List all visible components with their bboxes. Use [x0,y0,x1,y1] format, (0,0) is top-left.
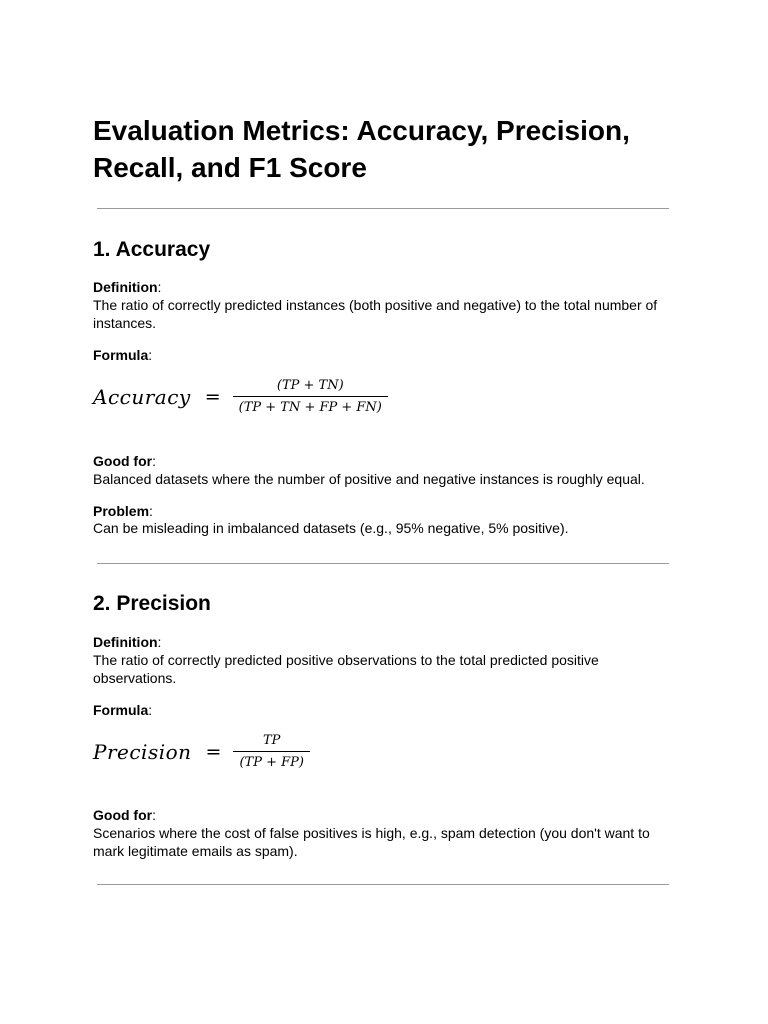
good-for-text: Scenarios where the cost of false positives is high, e.g., spam detection (you don't want to mark legitimate emails as spam). [93,825,650,859]
formula-lhs: Accuracy [93,385,191,409]
formula-equals: = [204,386,221,408]
divider [97,208,669,209]
good-for-label-text: Good for [93,807,153,823]
definition-text: The ratio of correctly predicted positive observations to the total predicted positive observations. [93,652,599,686]
problem-label-text: Problem [93,503,150,519]
colon: : [148,702,153,718]
problem-label [93,502,153,520]
definition-text: The ratio of correctly predicted instances (both positive and negative) to the total number of instances. [93,297,658,331]
colon: : [157,279,162,295]
divider [97,884,669,885]
section-heading-precision: 2. Precision [93,592,211,615]
good-for-label-text: Good for [93,453,153,469]
definition-label [93,633,161,651]
formula-label [93,701,152,719]
formula-numerator: TP [263,733,281,748]
page-title: Evaluation Metrics: Accuracy, Precision, Recall, and F1 Score [93,115,630,183]
formula-denominator: (TP + FP) [239,755,304,770]
colon: : [148,347,153,363]
section-heading-accuracy: 1. Accuracy [93,238,211,261]
problem-text: Can be misleading in imbalanced datasets (e.g., 95% negative, 5% positive). [93,520,569,536]
formula-fraction [233,733,310,771]
good-for-label [93,452,156,470]
colon: : [157,634,162,650]
good-for-text: Balanced datasets where the number of positive and negative instances is roughly equal. [93,471,645,487]
colon: : [149,503,153,519]
formula-precision [93,733,310,771]
formula-label-text: Formula [93,347,149,363]
divider [97,563,669,564]
formula-equals: = [205,741,222,763]
colon: : [152,453,156,469]
formula-denominator: (TP + TN + FP + FN) [238,400,382,415]
formula-accuracy [93,378,388,416]
formula-lhs: Precision [93,740,192,764]
formula-fraction [233,378,388,416]
definition-label-text: Definition [93,279,158,295]
formula-label-text: Formula [93,702,149,718]
colon: : [152,807,156,823]
formula-numerator: (TP + TN) [276,378,344,393]
definition-label [93,278,161,296]
definition-label-text: Definition [93,634,158,650]
good-for-label [93,806,156,824]
formula-label [93,346,152,364]
